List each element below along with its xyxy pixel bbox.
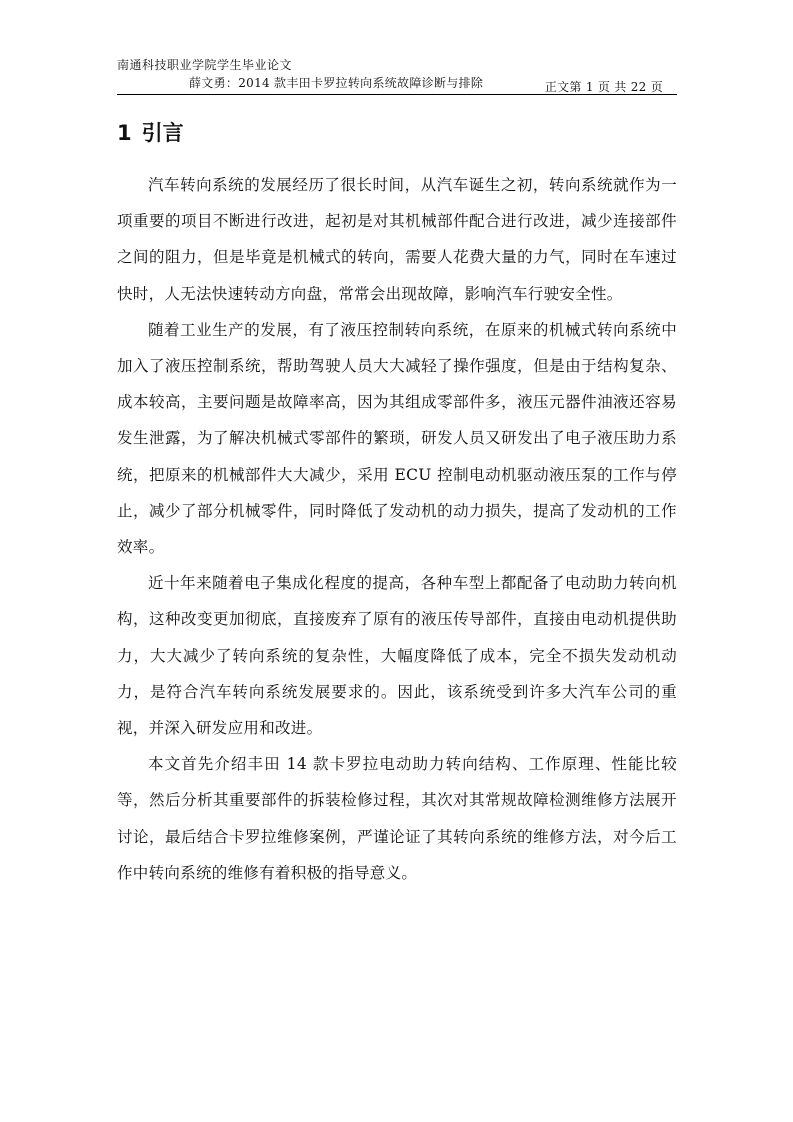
section-heading	[117, 117, 194, 147]
section-title: 引言	[141, 121, 184, 145]
page-header	[117, 56, 677, 96]
paragraph: 随着工业生产的发展，有了液压控制转向系统，在原来的机械式转向系统中加入了液压控制系统，帮助驾驶人员大大减轻了操作强度，但是由于结构复杂、成本较高，主要问题是故障率高，因为其组成零部件多，液压元器件油液还容易发生泄露，为了解决机械式零部件的繁琐，研发人员又研发出了电子液压助力系统，把原来的机械部件大大减少，采用 ECU 控制电动机驱动液压泵的工作与停止，减少了部分机械零件，同时降低了发动机的动力损失，提高了发动机的工作效率。	[117, 320, 677, 557]
paragraph: 汽车转向系统的发展经历了很长时间，从汽车诞生之初，转向系统就作为一项重要的项目不断进行改进，起初是对其机械部件配合进行改进，减少连接部件之间的阻力，但是毕竟是机械式的转向，需要人花费大量的力气，同时在车速过快时，人无法快速转动方向盘，常常会出现故障，影响汽车行驶安全性。	[117, 176, 677, 303]
paragraph: 本文首先介绍丰田 14 款卡罗拉电动助力转向结构、工作原理、性能比较等，然后分析其重要部件的拆装检修过程，其次对其常规故障检测维修方法展开讨论，最后结合卡罗拉维修案例，严谨论证了其转向系统的维修方法，对今后工作中转向系统的维修有着积极的指导意义。	[117, 755, 677, 882]
section-number: 1	[117, 121, 132, 145]
body-text	[117, 167, 677, 891]
page-number: 正文第 1 页 共 22 页	[544, 80, 663, 94]
thesis-title: 薛文勇：2014 款丰田卡罗拉转向系统故障诊断与排除	[189, 76, 484, 90]
school-name: 南通科技职业学院学生毕业论文	[117, 58, 293, 72]
header-rule	[117, 94, 677, 95]
paragraph: 近十年来随着电子集成化程度的提高，各种车型上都配备了电动助力转向机构，这种改变更加彻底，直接废弃了原有的液压传导部件，直接由电动机提供助力，大大减少了转向系统的复杂性，大幅度降低了成本，完全不损失发动机动力，是符合汽车转向系统发展要求的。因此，该系统受到许多大汽车公司的重视，并深入研发应用和改进。	[117, 574, 677, 738]
